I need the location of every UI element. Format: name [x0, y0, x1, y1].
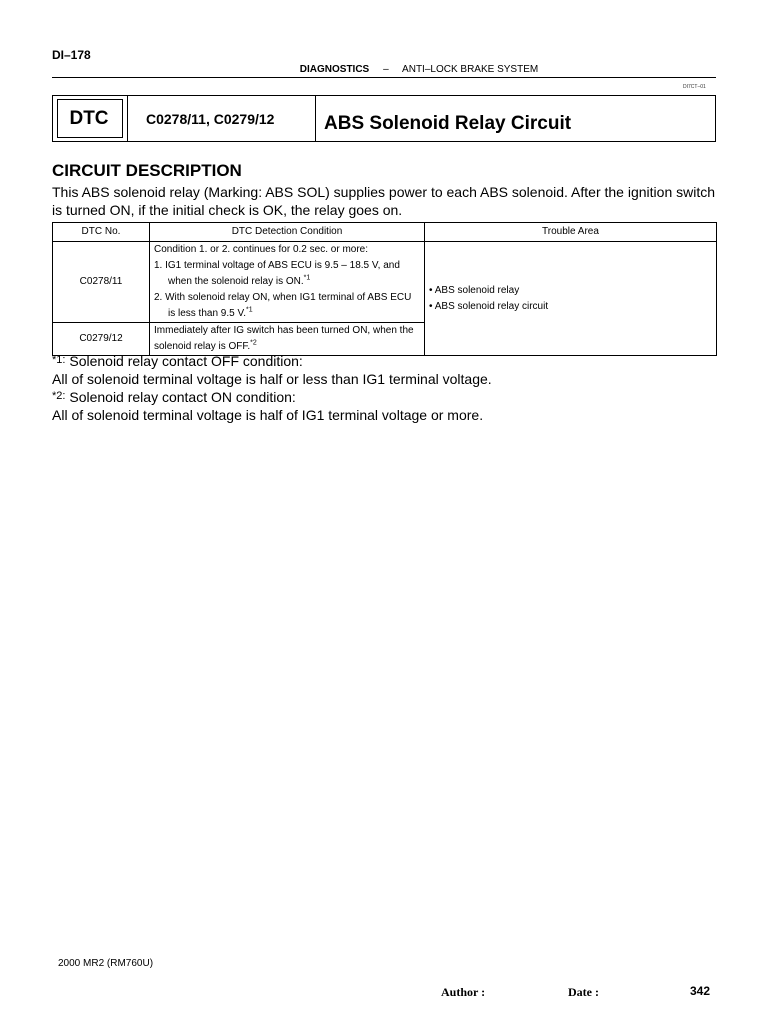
- header-dash: –: [383, 64, 389, 75]
- footer-page-number: 342: [690, 984, 711, 998]
- detection-condition-cell: [150, 242, 425, 323]
- circuit-description-text: This ABS solenoid relay (Marking: ABS SOL) supplies power to each ABS solenoid. After the ignition switch is turned ON, if the initial check is OK, the relay goes on.: [52, 184, 716, 218]
- dtc-label: DTC: [69, 107, 109, 129]
- condition-item: 2. With solenoid relay ON, when IG1 terminal of ABS ECU is less than 9.5 V.$^{*1}$: [154, 292, 412, 319]
- dtc-table: [52, 222, 717, 356]
- dtc-label-cell: [53, 96, 125, 141]
- footnotes: [52, 352, 492, 424]
- trouble-area-item: • ABS solenoid relay circuit: [429, 300, 549, 312]
- header-dtc-no: DTC No.: [53, 223, 150, 242]
- footnote-text: All of solenoid terminal voltage is half of IG1 terminal voltage or more.: [52, 406, 484, 423]
- footnote-text: All of solenoid terminal voltage is half or less than IG1 terminal voltage.: [52, 370, 492, 387]
- condition-item: 1. IG1 terminal voltage of ABS ECU is 9.5 – 18.5 V, and when the solenoid relay is ON.$^{*1}$: [154, 260, 400, 287]
- table-header-row: [53, 223, 717, 242]
- footnote-label: $^{*1:}$ Solenoid relay contact OFF condition:: [52, 353, 303, 369]
- section-heading: CIRCUIT DESCRIPTION: [52, 161, 242, 180]
- dtc-codes: C0278/11, C0279/12: [127, 96, 315, 141]
- system-name: ANTI–LOCK BRAKE SYSTEM: [402, 64, 539, 75]
- footnote-label: $^{*2:}$ Solenoid relay contact ON condition:: [52, 389, 296, 405]
- document-code: DI7CT–01: [683, 84, 706, 90]
- section-name: DIAGNOSTICS: [299, 64, 370, 75]
- dtc-code-cell: C0279/12: [53, 323, 150, 356]
- trouble-area-item: • ABS solenoid relay: [429, 284, 520, 296]
- header-detection-condition: DTC Detection Condition: [150, 223, 425, 242]
- condition-intro: Condition 1. or 2. continues for 0.2 sec. or more:: [154, 244, 368, 255]
- dtc-label-frame: [57, 99, 123, 138]
- trouble-area-cell: [425, 242, 717, 356]
- footer-author-label: Author :: [441, 985, 486, 999]
- dtc-title: ABS Solenoid Relay Circuit: [315, 96, 715, 141]
- detection-condition-cell: Immediately after IG switch has been turned ON, when the solenoid relay is OFF.$^{*2}$: [150, 323, 425, 356]
- table-row: [53, 242, 717, 323]
- header-rule: [52, 77, 716, 78]
- dtc-title-block: [52, 95, 716, 142]
- dtc-code-cell: C0278/11: [53, 242, 150, 323]
- running-header: [0, 64, 768, 75]
- footer-date-label: Date :: [568, 985, 599, 999]
- page-label: DI–178: [52, 48, 91, 62]
- footer-model: 2000 MR2 (RM760U): [58, 958, 154, 969]
- header-trouble-area: Trouble Area: [425, 223, 717, 242]
